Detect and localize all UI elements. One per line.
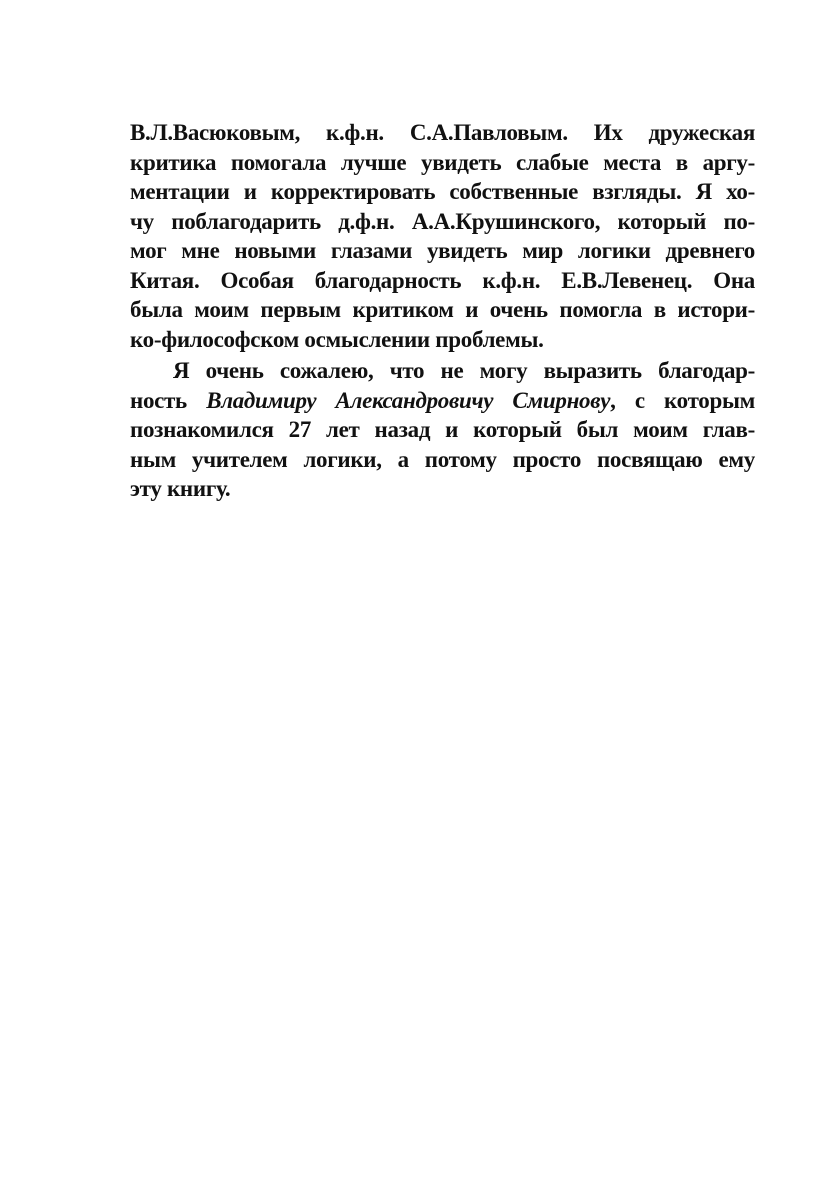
text-line: Я очень сожалею, что не могу выразить благодар- — [173, 358, 755, 383]
text-line: была моим первым критиком и очень помогла в истори- — [130, 297, 755, 322]
paragraph-dedication — [130, 356, 755, 504]
text-fragment: ность — [130, 387, 207, 413]
text-line: познакомился 27 лет назад и который был моим глав- — [130, 417, 755, 442]
text-line: эту книгу. — [130, 476, 231, 501]
text-line: ным учителем логики, а потому просто посвящаю ему — [130, 446, 755, 472]
text-line: мог мне новыми глазами увидеть мир логики древнего — [130, 238, 755, 263]
text-fragment: , с которым — [610, 387, 755, 413]
text-line: В.Л.Васюковым, к.ф.н. С.А.Павловым. Их дружеская — [130, 120, 755, 145]
text-line: критика помогала лучше увидеть слабые места в аргу- — [130, 149, 755, 175]
body-text — [130, 118, 755, 504]
text-line: ко-философском осмыслении проблемы. — [130, 326, 544, 352]
paragraph-acknowledgements — [130, 118, 755, 354]
text-line-with-italic-name — [130, 386, 755, 416]
italic-person-name: Владимиру Александровичу Смирнову — [206, 387, 611, 413]
text-line: чу поблагодарить д.ф.н. А.А.Крушинского, который по- — [130, 208, 755, 234]
text-line: Китая. Особая благодарность к.ф.н. Е.В.Левенец. Она — [130, 267, 755, 293]
text-line: ментации и корректировать собственные взгляды. Я хо- — [130, 179, 755, 204]
